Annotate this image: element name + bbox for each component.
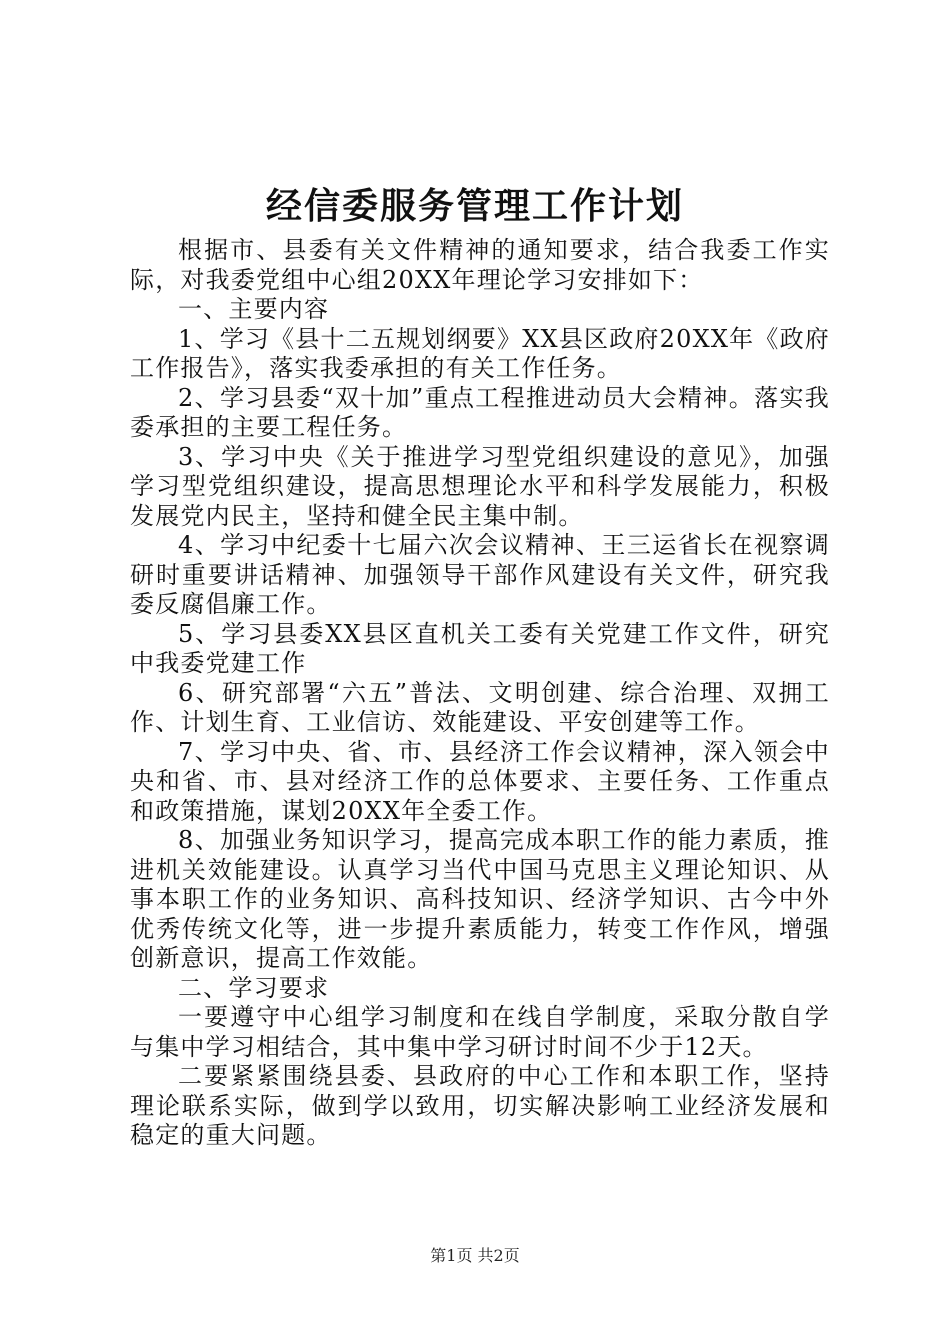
document-body <box>130 236 830 1151</box>
content-item-5: 5、学习县委XX县区直机关工委有关党建工作文件，研究中我委党建工作 <box>130 619 830 677</box>
document-title: 经信委服务管理工作计划 <box>265 185 684 227</box>
requirement-item-1: 一要遵守中心组学习制度和在线自学制度，采取分散自学与集中学习相结合，其中集中学习研讨时间不少于12天。 <box>130 1003 830 1061</box>
content-item-2: 2、学习县委“双十加”重点工程推进动员大会精神。落实我委承担的主要工程任务。 <box>130 383 830 441</box>
content-item-3: 3、学习中央《关于推进学习型党组织建设的意见》，加强学习型党组织建设，提高思想理论水平和科学发展能力，积极发展党内民主，坚持和健全民主集中制。 <box>130 442 830 530</box>
requirement-item-2: 二要紧紧围绕县委、县政府的中心工作和本职工作，坚持理论联系实际，做到学以致用，切实解决影响工业经济发展和稳定的重大问题。 <box>130 1062 830 1149</box>
content-item-4: 4、学习中纪委十七届六次会议精神、王三运省长在视察调研时重要讲话精神、加强领导干部作风建设有关文件，研究我委反腐倡廉工作。 <box>130 531 830 618</box>
intro-paragraph: 根据市、县委有关文件精神的通知要求，结合我委工作实际，对我委党组中心组20XX年理论学习安排如下： <box>130 236 830 294</box>
page-number-footer: 第1页 共2页 <box>430 1246 520 1265</box>
section-heading-main-content: 一、主要内容 <box>178 295 330 323</box>
content-item-8: 8、加强业务知识学习，提高完成本职工作的能力素质，推进机关效能建设。认真学习当代中国马克思主义理论知识、从事本职工作的业务知识、高科技知识、经济学知识、古今中外优秀传统文化等，进一步提升素质能力，转变工作作风，增强创新意识，提高工作效能。 <box>130 826 830 972</box>
content-item-7: 7、学习中央、省、市、县经济工作会议精神，深入领会中央和省、市、县对经济工作的总体要求、主要任务、工作重点和政策措施，谋划20XX年全委工作。 <box>130 737 830 825</box>
content-item-6: 6、研究部署“六五”普法、文明创建、综合治理、双拥工作、计划生育、工业信访、效能建设、平安创建等工作。 <box>130 678 830 736</box>
content-item-1: 1、学习《县十二五规划纲要》XX县区政府20XX年《政府工作报告》，落实我委承担的有关工作任务。 <box>130 324 830 382</box>
section-heading-study-requirements: 二、学习要求 <box>178 973 330 1002</box>
